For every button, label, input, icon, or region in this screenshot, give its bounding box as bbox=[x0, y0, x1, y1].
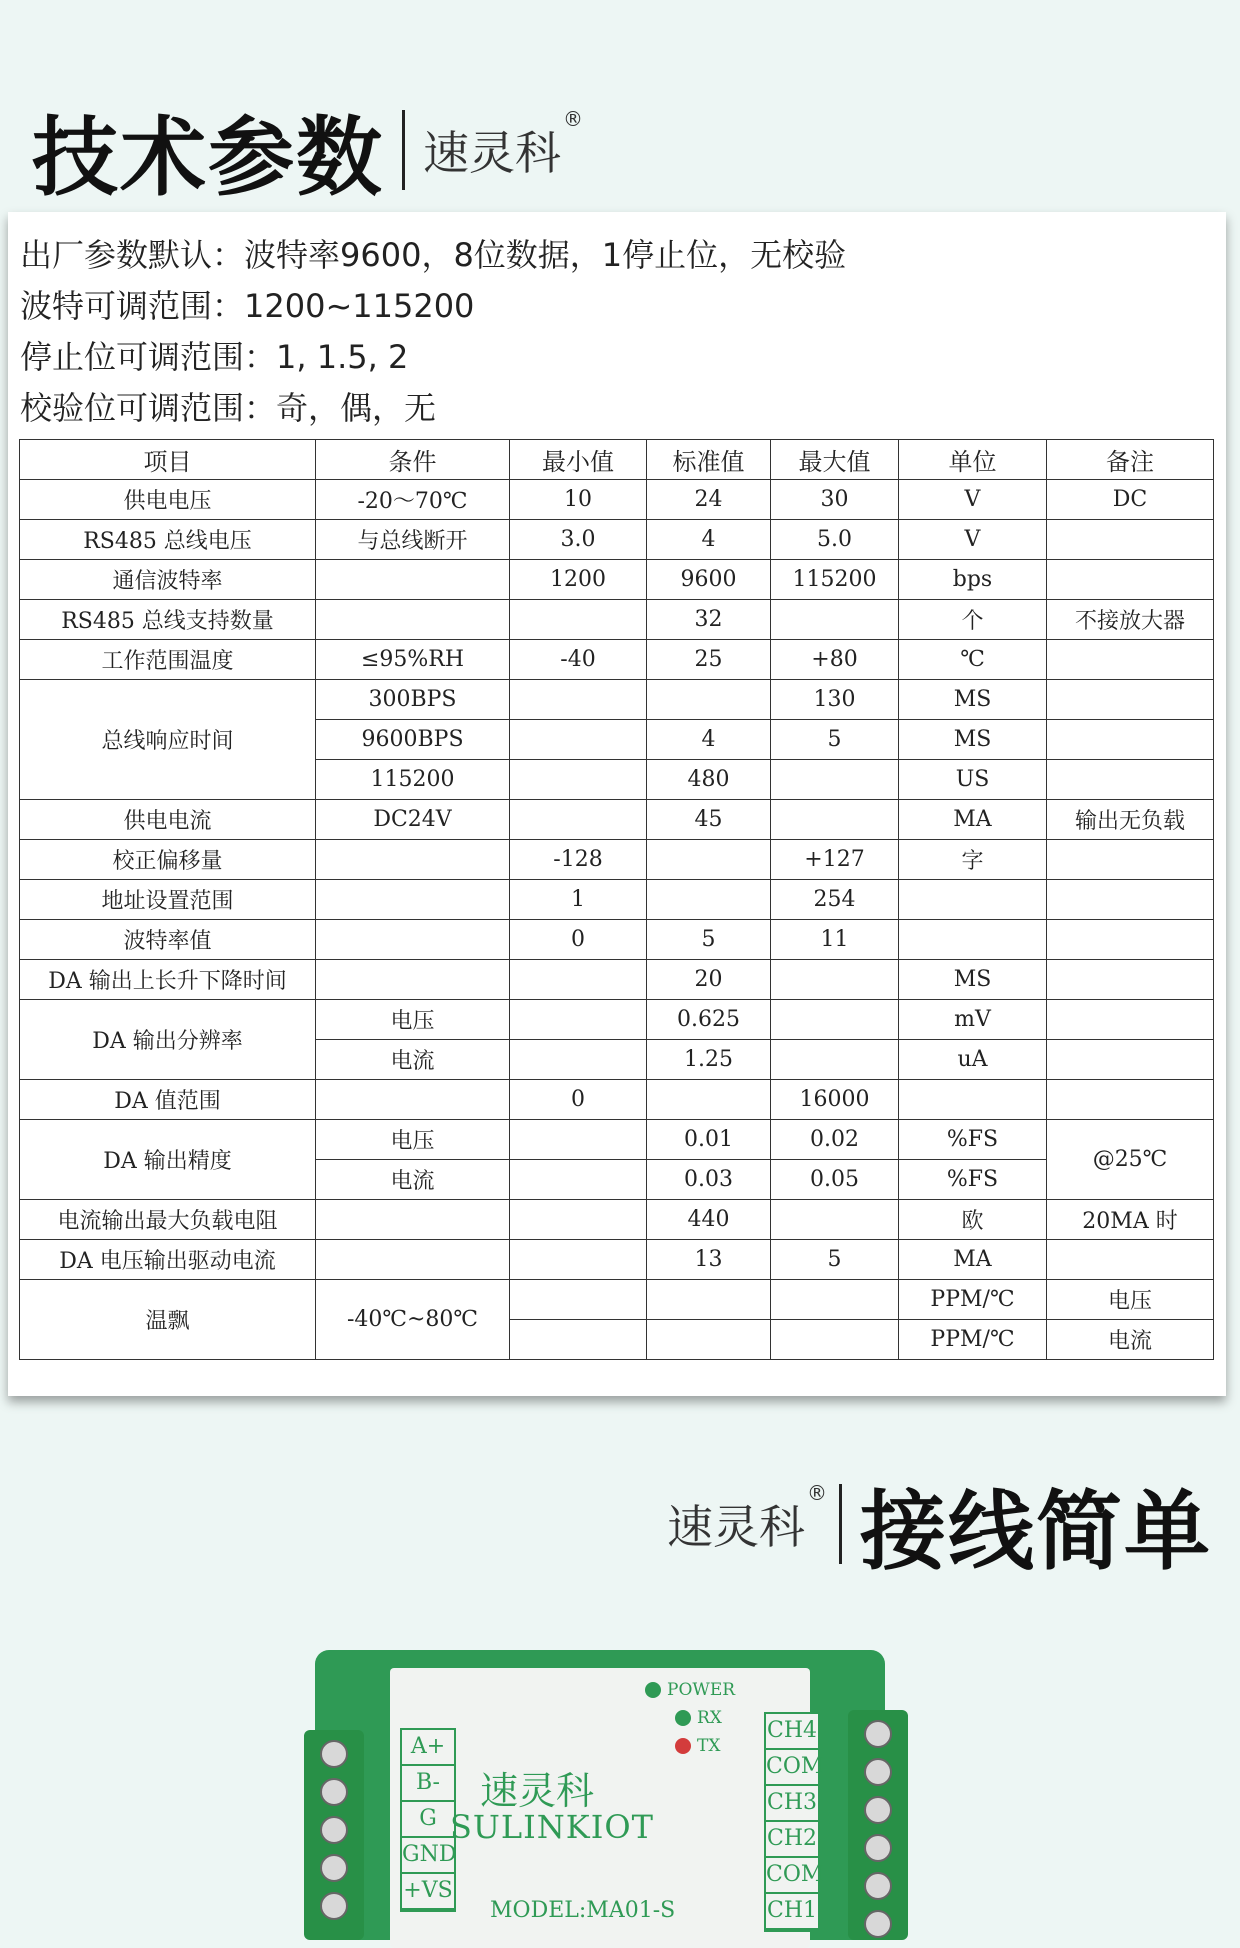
pin-label: GND bbox=[402, 1838, 454, 1874]
table-cell: 9600BPS bbox=[316, 720, 510, 760]
table-cell: 5 bbox=[647, 920, 771, 960]
pin-label: COM bbox=[766, 1858, 818, 1894]
section-header-wiring bbox=[667, 1462, 1212, 1586]
table-cell bbox=[1047, 1240, 1214, 1280]
table-cell: 0.01 bbox=[647, 1120, 771, 1160]
device-brand-en: SULINKIOT bbox=[450, 1808, 654, 1846]
table-cell bbox=[771, 600, 899, 640]
table-cell: ℃ bbox=[899, 640, 1047, 680]
table-cell: 20MA 时 bbox=[1047, 1200, 1214, 1240]
screw-icon bbox=[320, 1816, 348, 1844]
table-cell: 电流 bbox=[316, 1160, 510, 1200]
table-cell: DA 电压输出驱动电流 bbox=[20, 1240, 316, 1280]
table-cell: bps bbox=[899, 560, 1047, 600]
table-cell: 通信波特率 bbox=[20, 560, 316, 600]
table-cell bbox=[899, 880, 1047, 920]
table-cell: 与总线断开 bbox=[316, 520, 510, 560]
right-pin-labels bbox=[764, 1712, 824, 1932]
table-cell: 9600 bbox=[647, 560, 771, 600]
section-title: 技术参数 bbox=[32, 108, 384, 208]
table-cell bbox=[771, 1200, 899, 1240]
table-cell: 电流 bbox=[1047, 1320, 1214, 1360]
table-cell bbox=[510, 1320, 647, 1360]
table-row bbox=[20, 1200, 1214, 1240]
header-cell: 条件 bbox=[316, 440, 510, 480]
table-row bbox=[20, 600, 1214, 640]
table-cell bbox=[510, 760, 647, 800]
table-cell bbox=[316, 880, 510, 920]
screw-icon bbox=[864, 1796, 892, 1824]
table-cell: uA bbox=[899, 1040, 1047, 1080]
table-cell bbox=[1047, 520, 1214, 560]
table-cell bbox=[771, 960, 899, 1000]
table-cell bbox=[316, 600, 510, 640]
table-row bbox=[20, 1120, 1214, 1160]
table-row bbox=[20, 1080, 1214, 1120]
table-cell: V bbox=[899, 480, 1047, 520]
table-cell: 0.625 bbox=[647, 1000, 771, 1040]
header-cell: 最大值 bbox=[771, 440, 899, 480]
table-cell: ≤95%RH bbox=[316, 640, 510, 680]
table-cell bbox=[1047, 1040, 1214, 1080]
table-cell bbox=[1047, 680, 1214, 720]
table-cell: 4 bbox=[647, 720, 771, 760]
divider bbox=[839, 1484, 842, 1564]
table-row bbox=[20, 960, 1214, 1000]
table-cell bbox=[316, 1200, 510, 1240]
table-cell: 供电电流 bbox=[20, 800, 316, 840]
table-cell: -40 bbox=[510, 640, 647, 680]
screw-icon bbox=[320, 1892, 348, 1920]
table-cell bbox=[1047, 920, 1214, 960]
table-cell: -40℃~80℃ bbox=[316, 1280, 510, 1360]
led-power: POWER bbox=[645, 1680, 735, 1700]
table-cell bbox=[316, 560, 510, 600]
table-cell: 0 bbox=[510, 1080, 647, 1120]
pin-label: A+ bbox=[402, 1730, 454, 1766]
table-cell bbox=[771, 1040, 899, 1080]
table-cell bbox=[510, 800, 647, 840]
table-row bbox=[20, 840, 1214, 880]
table-cell bbox=[647, 880, 771, 920]
table-cell bbox=[316, 840, 510, 880]
table-cell: 45 bbox=[647, 800, 771, 840]
table-cell: +127 bbox=[771, 840, 899, 880]
table-row bbox=[20, 560, 1214, 600]
table-row bbox=[20, 800, 1214, 840]
table-cell bbox=[510, 680, 647, 720]
screw-icon bbox=[864, 1910, 892, 1938]
table-cell bbox=[1047, 760, 1214, 800]
pin-label: CH4 bbox=[766, 1714, 818, 1750]
table-cell: MA bbox=[899, 800, 1047, 840]
table-cell bbox=[316, 920, 510, 960]
pin-label: CH2 bbox=[766, 1822, 818, 1858]
table-cell: 130 bbox=[771, 680, 899, 720]
table-cell bbox=[316, 1240, 510, 1280]
table-cell: 5 bbox=[771, 720, 899, 760]
table-cell bbox=[510, 1240, 647, 1280]
header-cell: 单位 bbox=[899, 440, 1047, 480]
table-cell bbox=[647, 1320, 771, 1360]
pin-label: COM bbox=[766, 1750, 818, 1786]
table-cell bbox=[771, 1000, 899, 1040]
table-cell: 30 bbox=[771, 480, 899, 520]
screw-icon bbox=[320, 1740, 348, 1768]
table-cell bbox=[510, 600, 647, 640]
table-cell bbox=[1047, 720, 1214, 760]
table-cell bbox=[510, 1120, 647, 1160]
led-rx: RX bbox=[675, 1708, 722, 1728]
table-cell: 1 bbox=[510, 880, 647, 920]
pin-label: +VS bbox=[402, 1874, 454, 1910]
table-cell bbox=[771, 800, 899, 840]
note-line: 校验位可调范围：奇，偶，无 bbox=[20, 389, 437, 427]
table-cell: 输出无负载 bbox=[1047, 800, 1214, 840]
table-cell: -20～70℃ bbox=[316, 480, 510, 520]
table-row bbox=[20, 1000, 1214, 1040]
table-cell: DC bbox=[1047, 480, 1214, 520]
table-cell bbox=[510, 1160, 647, 1200]
table-cell: 电压 bbox=[316, 1000, 510, 1040]
table-cell: 0.05 bbox=[771, 1160, 899, 1200]
table-header-row bbox=[20, 440, 1214, 480]
table-row bbox=[20, 1280, 1214, 1320]
spec-card bbox=[8, 212, 1226, 1396]
table-cell bbox=[510, 1280, 647, 1320]
table-cell: V bbox=[899, 520, 1047, 560]
table-cell: 5.0 bbox=[771, 520, 899, 560]
right-terminal-block bbox=[848, 1710, 908, 1940]
led-icon bbox=[645, 1682, 661, 1698]
table-cell: RS485 总线电压 bbox=[20, 520, 316, 560]
pin-label: B- bbox=[402, 1766, 454, 1802]
table-cell bbox=[647, 840, 771, 880]
table-cell: DA 输出上长升下降时间 bbox=[20, 960, 316, 1000]
table-cell: 1.25 bbox=[647, 1040, 771, 1080]
table-cell: 波特率值 bbox=[20, 920, 316, 960]
table-cell: 32 bbox=[647, 600, 771, 640]
screw-icon bbox=[864, 1872, 892, 1900]
section-title: 接线简单 bbox=[860, 1482, 1212, 1582]
device-model: MODEL:MA01-S bbox=[490, 1898, 676, 1923]
table-cell: 480 bbox=[647, 760, 771, 800]
table-cell bbox=[771, 1320, 899, 1360]
table-row bbox=[20, 880, 1214, 920]
header-cell: 备注 bbox=[1047, 440, 1214, 480]
table-row bbox=[20, 480, 1214, 520]
table-cell: %FS bbox=[899, 1120, 1047, 1160]
table-cell: US bbox=[899, 760, 1047, 800]
table-cell: 3.0 bbox=[510, 520, 647, 560]
table-cell: %FS bbox=[899, 1160, 1047, 1200]
table-cell bbox=[647, 1080, 771, 1120]
left-terminal-block bbox=[304, 1730, 364, 1940]
table-cell: @25℃ bbox=[1047, 1120, 1214, 1200]
table-cell bbox=[510, 1040, 647, 1080]
header-cell: 项目 bbox=[20, 440, 316, 480]
table-cell bbox=[1047, 1000, 1214, 1040]
divider bbox=[402, 110, 405, 190]
table-cell: 11 bbox=[771, 920, 899, 960]
table-cell: 个 bbox=[899, 600, 1047, 640]
table-cell: 0.03 bbox=[647, 1160, 771, 1200]
table-cell bbox=[510, 720, 647, 760]
led-tx: TX bbox=[675, 1736, 720, 1756]
table-cell: -128 bbox=[510, 840, 647, 880]
table-cell: MS bbox=[899, 960, 1047, 1000]
table-cell: +80 bbox=[771, 640, 899, 680]
table-cell: 不接放大器 bbox=[1047, 600, 1214, 640]
table-cell: 20 bbox=[647, 960, 771, 1000]
table-cell: MA bbox=[899, 1240, 1047, 1280]
table-cell: MS bbox=[899, 720, 1047, 760]
table-cell bbox=[647, 1280, 771, 1320]
table-row bbox=[20, 1240, 1214, 1280]
table-cell: 5 bbox=[771, 1240, 899, 1280]
table-cell: 16000 bbox=[771, 1080, 899, 1120]
table-cell bbox=[771, 760, 899, 800]
table-cell bbox=[1047, 880, 1214, 920]
table-cell: 1200 bbox=[510, 560, 647, 600]
table-cell: MS bbox=[899, 680, 1047, 720]
table-cell: 电压 bbox=[1047, 1280, 1214, 1320]
table-cell bbox=[899, 1080, 1047, 1120]
table-row bbox=[20, 920, 1214, 960]
table-cell: PPM/℃ bbox=[899, 1320, 1047, 1360]
table-cell bbox=[1047, 960, 1214, 1000]
table-cell bbox=[316, 1080, 510, 1120]
table-cell: 13 bbox=[647, 1240, 771, 1280]
table-cell: DC24V bbox=[316, 800, 510, 840]
table-cell: 电流输出最大负载电阻 bbox=[20, 1200, 316, 1240]
screw-icon bbox=[864, 1720, 892, 1748]
table-cell: 115200 bbox=[316, 760, 510, 800]
header-cell: 最小值 bbox=[510, 440, 647, 480]
screw-icon bbox=[864, 1834, 892, 1862]
table-cell bbox=[510, 1000, 647, 1040]
note-line: 波特可调范围：1200~115200 bbox=[20, 287, 475, 325]
led-icon bbox=[675, 1710, 691, 1726]
table-cell: 校正偏移量 bbox=[20, 840, 316, 880]
table-cell: 欧 bbox=[899, 1200, 1047, 1240]
table-cell: 25 bbox=[647, 640, 771, 680]
section-header-tech-params bbox=[32, 88, 583, 212]
table-cell bbox=[316, 960, 510, 1000]
table-cell: 254 bbox=[771, 880, 899, 920]
table-cell bbox=[771, 1280, 899, 1320]
brand-logo-text: 速灵科 ® bbox=[423, 107, 583, 180]
table-cell bbox=[1047, 560, 1214, 600]
left-pin-labels bbox=[400, 1728, 456, 1912]
table-cell: 10 bbox=[510, 480, 647, 520]
table-cell: PPM/℃ bbox=[899, 1280, 1047, 1320]
table-cell: 温飘 bbox=[20, 1280, 316, 1360]
table-cell: 4 bbox=[647, 520, 771, 560]
table-cell: 总线响应时间 bbox=[20, 680, 316, 800]
table-cell: DA 输出精度 bbox=[20, 1120, 316, 1200]
screw-icon bbox=[320, 1778, 348, 1806]
table-cell: 工作范围温度 bbox=[20, 640, 316, 680]
pin-label: CH3 bbox=[766, 1786, 818, 1822]
table-cell: 440 bbox=[647, 1200, 771, 1240]
registered-mark: ® bbox=[807, 1481, 827, 1505]
registered-mark: ® bbox=[563, 107, 583, 131]
table-cell bbox=[647, 680, 771, 720]
table-cell: 300BPS bbox=[316, 680, 510, 720]
table-cell: 电流 bbox=[316, 1040, 510, 1080]
table-cell: DA 值范围 bbox=[20, 1080, 316, 1120]
table-row bbox=[20, 520, 1214, 560]
table-cell: mV bbox=[899, 1000, 1047, 1040]
led-icon bbox=[675, 1738, 691, 1754]
table-row bbox=[20, 640, 1214, 680]
default-notes bbox=[20, 230, 846, 434]
device-illustration bbox=[290, 1650, 910, 1923]
pin-label: CH1 bbox=[766, 1894, 818, 1930]
note-line: 出厂参数默认：波特率9600，8位数据，1停止位，无校验 bbox=[20, 236, 847, 274]
table-cell bbox=[899, 920, 1047, 960]
table-cell bbox=[510, 1200, 647, 1240]
screw-icon bbox=[320, 1854, 348, 1882]
table-cell: 字 bbox=[899, 840, 1047, 880]
table-cell: 电压 bbox=[316, 1120, 510, 1160]
device-brand-cn: 速灵科 bbox=[480, 1769, 595, 1813]
table-cell: 地址设置范围 bbox=[20, 880, 316, 920]
table-cell: 0 bbox=[510, 920, 647, 960]
table-cell: 供电电压 bbox=[20, 480, 316, 520]
spec-table bbox=[19, 439, 1214, 1360]
table-cell: 115200 bbox=[771, 560, 899, 600]
table-cell: DA 输出分辨率 bbox=[20, 1000, 316, 1080]
table-cell bbox=[1047, 1080, 1214, 1120]
brand-logo-text: 速灵科 ® bbox=[667, 1481, 827, 1554]
table-cell bbox=[510, 960, 647, 1000]
table-cell: RS485 总线支持数量 bbox=[20, 600, 316, 640]
table-cell bbox=[1047, 640, 1214, 680]
table-cell bbox=[1047, 840, 1214, 880]
header-cell: 标准值 bbox=[647, 440, 771, 480]
note-line: 停止位可调范围：1, 1.5, 2 bbox=[20, 338, 409, 376]
table-cell: 24 bbox=[647, 480, 771, 520]
pin-label: G bbox=[402, 1802, 454, 1838]
screw-icon bbox=[864, 1758, 892, 1786]
table-cell: 0.02 bbox=[771, 1120, 899, 1160]
table-row bbox=[20, 680, 1214, 720]
